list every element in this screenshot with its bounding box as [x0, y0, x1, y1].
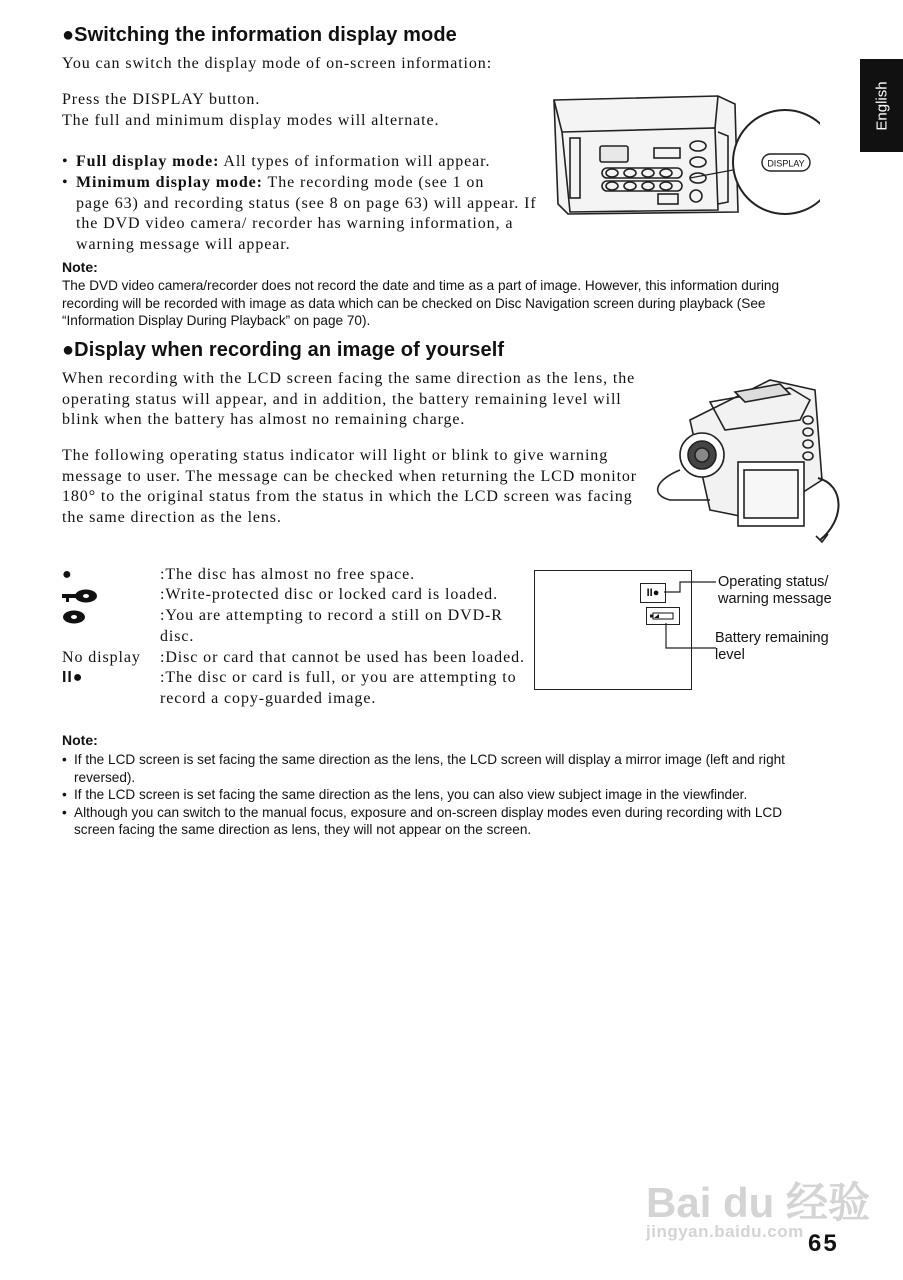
- bullet-min-text: The recording mode (see 1 on: [262, 174, 485, 191]
- bullet-min-line4: warning message will appear.: [76, 235, 291, 253]
- bullet-full-text: All types of information will appear.: [219, 153, 491, 170]
- para2-line: the same direction as the lens.: [62, 508, 282, 526]
- para1-line: When recording with the LCD screen facing the same direction as the lens, the: [62, 370, 636, 387]
- indicator-desc: record a copy-guarded image.: [160, 690, 377, 707]
- callout-lines: [660, 578, 716, 658]
- watermark-brand: Bai du 经验: [646, 1179, 871, 1226]
- camera-side-illustration: [550, 92, 820, 227]
- note2-heading: Note:: [62, 732, 98, 748]
- dvd-r-disc-icon: [62, 610, 86, 624]
- display-button-label: DISPLAY: [767, 158, 805, 169]
- callout-line: Operating status/: [718, 574, 829, 590]
- note2-item-cont: reversed).: [74, 769, 136, 785]
- para1-line: operating status will appear, and in addition, the battery remaining level will: [62, 390, 622, 408]
- callout-operating-status: [718, 574, 832, 608]
- section1-step1: Press the DISPLAY button.: [62, 91, 261, 108]
- indicator-desc: :Disc or card that cannot be used has been loaded.: [160, 649, 525, 666]
- callout-line: level: [715, 647, 745, 663]
- section1-intro: You can switch the display mode of on-screen information:: [62, 55, 493, 72]
- section1-title: ●Switching the information display mode: [62, 24, 457, 46]
- bullet-full-bold: Full display mode:: [76, 153, 220, 170]
- callout-battery-level: [715, 630, 829, 664]
- camera-selfie-illustration: [650, 360, 850, 550]
- note2-item-cont: screen facing the same direction as lens, they will not appear on the screen.: [74, 822, 532, 838]
- note1-heading: Note:: [62, 259, 98, 275]
- note2-item: • Although you can switch to the manual focus, exposure and on-screen display modes even during recording with LCD: [62, 804, 783, 820]
- indicator-symbol-pause-record: II●: [62, 669, 84, 686]
- note1-line: The DVD video camera/recorder does not record the date and time as a part of image. However, this information during: [62, 278, 780, 293]
- write-protect-icon: [62, 589, 98, 603]
- indicator-desc: :Write-protected disc or locked card is loaded.: [160, 586, 498, 603]
- language-tab: [860, 59, 903, 152]
- callout-line: warning message: [718, 591, 832, 607]
- indicator-symbol-no-display: No display: [62, 649, 141, 666]
- section1-step2: The full and minimum display modes will alternate.: [62, 112, 440, 129]
- bullet-min-line3: the DVD video camera/ recorder has warning information, a: [76, 215, 514, 232]
- watermark-url: jingyan.baidu.com: [646, 1222, 804, 1241]
- note2-item-text: Although you can switch to the manual focus, exposure and on-screen display modes even during recording with LCD: [74, 804, 783, 820]
- section2-title: ●Display when recording an image of yourself: [62, 339, 505, 361]
- para1-line: blink when the battery has almost no remaining charge.: [62, 411, 466, 428]
- callout-line: Battery remaining: [715, 630, 829, 646]
- note2-item-text: If the LCD screen is set facing the same direction as the lens, the LCD screen will display a mirror image (left and right: [74, 752, 785, 767]
- language-tab-label: English: [873, 80, 890, 131]
- indicator-symbol-disc-full: ●: [62, 566, 73, 583]
- page-number: 65: [808, 1230, 839, 1257]
- section2-para2: [62, 446, 637, 528]
- status-indicator-box: II●: [640, 583, 666, 603]
- para2-line: message to user. The message can be checked when returning the LCD monitor: [62, 467, 638, 485]
- bullet-full-display: • Full display mode: All types of information will appear.: [62, 153, 491, 170]
- section2-para1: [62, 369, 635, 431]
- indicator-desc: :You are attempting to record a still on DVD-R: [160, 607, 503, 624]
- indicator-desc: disc.: [160, 628, 195, 645]
- note2-list: [62, 751, 785, 839]
- para2-line: 180° to the original status from the status in which the LCD screen was facing: [62, 488, 633, 505]
- note2-item-text: If the LCD screen is set facing the same direction as the lens, you can also view subject image in the viewfinder.: [74, 787, 748, 803]
- note2-item: • If the LCD screen is set facing the same direction as the lens, the LCD screen will display a mirror image (left and right: [62, 752, 785, 767]
- note1-text: [62, 277, 779, 330]
- indicator-desc: :The disc has almost no free space.: [160, 566, 415, 583]
- note2-item: • If the LCD screen is set facing the same direction as the lens, you can also view subject image in the viewfinder.: [62, 787, 748, 803]
- bullet-minimum-display: • Minimum display mode: The recording mode (see 1 on page 63) and recording status (see 8 on page 63) will appear. If the DVD video camera/ recorder has warning information, a warning message will appear.: [62, 173, 537, 255]
- bullet-min-line2: page 63) and recording status (see 8 on page 63) will appear. If: [76, 194, 537, 212]
- bullet-min-bold: Minimum display mode:: [76, 174, 263, 191]
- note1-line: recording will be recorded with image as data which can be checked on Disc Navigation screen during playback (See: [62, 295, 766, 311]
- indicator-desc: :The disc or card is full, or you are attempting to: [160, 669, 517, 686]
- note1-line: “Information Display During Playback” on page 70).: [62, 313, 371, 329]
- para2-line: The following operating status indicator will light or blink to give warning: [62, 447, 609, 464]
